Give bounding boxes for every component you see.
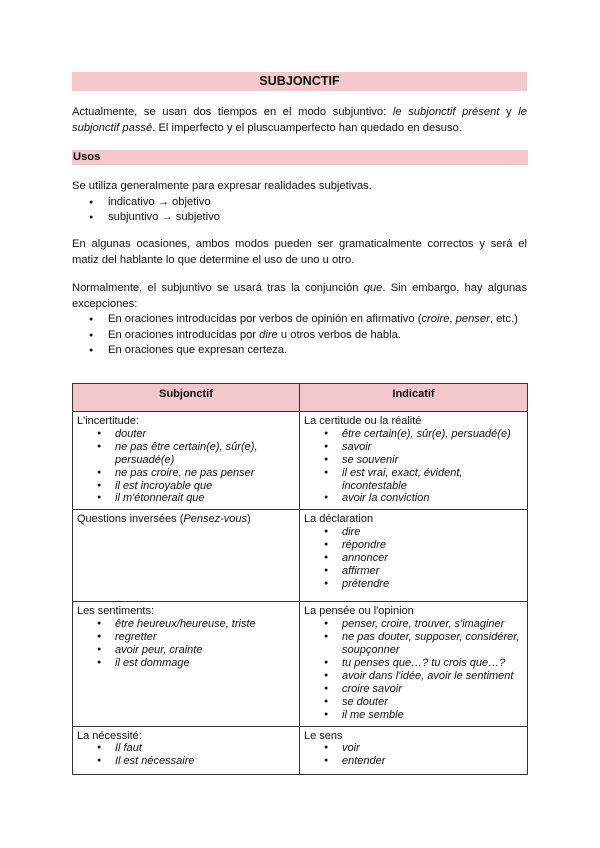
cell-label (77, 513, 295, 526)
list-item: ● affirmer (304, 565, 523, 578)
list-item: ● il est dommage (77, 657, 295, 670)
list-item: ● il est incroyable que (77, 480, 295, 493)
list-item: ● ne pas croire, ne pas penser (77, 467, 295, 480)
list-item: ● tu penses que…? tu crois que…? (304, 657, 523, 670)
list-item: ● subjuntivo → subjetivo (72, 210, 527, 226)
header-indicatif: Indicatif (300, 384, 528, 412)
table-cell (300, 510, 528, 602)
list-item: ● Il faut (77, 742, 295, 755)
table-cell (300, 602, 528, 726)
list-item: ● indicativo → objetivo (72, 195, 527, 211)
term-span: que (363, 282, 383, 294)
cell-label: Les sentiments: (77, 605, 155, 618)
cell-list (77, 618, 295, 670)
cell-list (304, 618, 523, 721)
term-span: penser (455, 313, 490, 325)
list-item: ● savoir (304, 441, 523, 454)
table-header-row (73, 384, 528, 412)
list-item: ● avoir dans l'idée, avoir le sentiment (304, 670, 523, 683)
cell-label: Le sens (304, 729, 343, 742)
term-span: dire (259, 328, 278, 341)
list-item: ● annoncer (304, 552, 523, 565)
table-row (73, 726, 528, 774)
table-row (73, 602, 528, 726)
text-span: . Sin embargo, hay algunas excepciones: (72, 282, 527, 310)
text-span: , etc.) (489, 313, 518, 325)
usos-line: Se utiliza generalmente para expresar realidades subjetivas. (72, 180, 372, 192)
term-span: croire (421, 313, 450, 325)
usos-paragraph-2: En algunas ocasiones, ambos modos pueden ser gramaticalmente correctos y será el matiz del hablante lo que determine el uso de uno u otro. (72, 238, 527, 266)
list-item: ● être certain(e), sûr(e), persuadé(e) (304, 428, 523, 441)
list-item: ● être heureux/heureuse, triste (77, 618, 295, 631)
section-heading-usos: Usos (72, 150, 528, 165)
table-cell (73, 510, 300, 602)
text-span: u otros verbos de habla. (277, 328, 401, 341)
table-cell (73, 412, 300, 510)
usos-bullet-list (72, 195, 527, 226)
cell-label: La déclaration (304, 513, 374, 526)
list-item: ● dire (304, 526, 523, 539)
list-item: ● il est vrai, exact, évident, incontestable (304, 467, 523, 493)
intro-text: y (499, 106, 519, 118)
list-item: ● Il est nécessaire (77, 755, 295, 768)
cell-label: La nécessité: (77, 729, 142, 742)
table-cell (300, 726, 528, 774)
cell-label: La certitude ou la réalité (304, 415, 422, 427)
cell-list (304, 742, 523, 768)
cell-label: La pensée ou l'opinion (304, 605, 414, 618)
list-item: ● avoir la conviction (304, 492, 523, 505)
intro-text: . El imperfecto y el pluscuamperfecto han quedado en desuso. (152, 122, 462, 134)
cell-list (77, 428, 295, 505)
comparison-table (72, 383, 528, 775)
intro-text: Actualmente, se usan dos tiempos en el modo subjuntivo: (72, 106, 393, 118)
cell-list (77, 742, 295, 768)
exceptions-list (72, 312, 527, 359)
list-item: ● il me semble (304, 709, 523, 722)
text-span: Questions inversées ( (77, 513, 184, 526)
list-item: ● regretter (77, 631, 295, 644)
text-span: En oraciones introducidas por (108, 328, 260, 341)
list-item: ● entender (304, 755, 523, 768)
usos-intro (72, 179, 527, 226)
cell-label: L'incertitude: (77, 415, 140, 427)
list-item: ● En oraciones que expresan certeza. (72, 343, 527, 359)
list-item: ● ne pas douter, supposer, considérer, soupçonner (304, 631, 523, 657)
intro-term: le subjonctif passé (72, 106, 527, 134)
page-title: SUBJONCTIF (72, 72, 527, 91)
header-subjonctif: Subjonctif (73, 384, 300, 412)
list-item (72, 328, 527, 344)
list-item: ● se douter (304, 696, 523, 709)
intro-paragraph (72, 104, 527, 136)
text-span: En oraciones introducidas por verbos de opinión en afirmativo ( (108, 313, 422, 325)
list-item: ● avoir peur, crainte (77, 644, 295, 657)
intro-term: le subjonctif présent (392, 106, 500, 118)
usos-paragraph-3 (72, 281, 527, 359)
table-cell (300, 412, 528, 510)
list-item: ● croire savoir (304, 683, 523, 696)
text-span: , (449, 313, 456, 325)
usos-paragraph-3-text (72, 281, 527, 312)
text-span: ) (246, 513, 251, 526)
list-item: ● penser, croire, trouver, s'imaginer (304, 618, 523, 631)
cell-list (304, 428, 523, 505)
list-item: ● ne pas être certain(e), sûr(e), persuadé(e) (77, 441, 295, 467)
table-row (73, 412, 528, 510)
list-item: ● répondre (304, 539, 523, 552)
term-span: Pensez-vous (183, 513, 247, 526)
table-cell (73, 602, 300, 726)
list-item: ● il m'étonnerait que (77, 492, 295, 505)
text-span: Normalmente, el subjuntivo se usará tras la conjunción (72, 282, 364, 294)
list-item: ● prétendre (304, 578, 523, 591)
list-item: ● douter (77, 428, 295, 441)
table-row (73, 510, 528, 602)
cell-list (304, 526, 523, 591)
table-cell (73, 726, 300, 774)
list-item: ● voir (304, 742, 523, 755)
list-item (72, 312, 527, 328)
list-item: ● se souvenir (304, 454, 523, 467)
